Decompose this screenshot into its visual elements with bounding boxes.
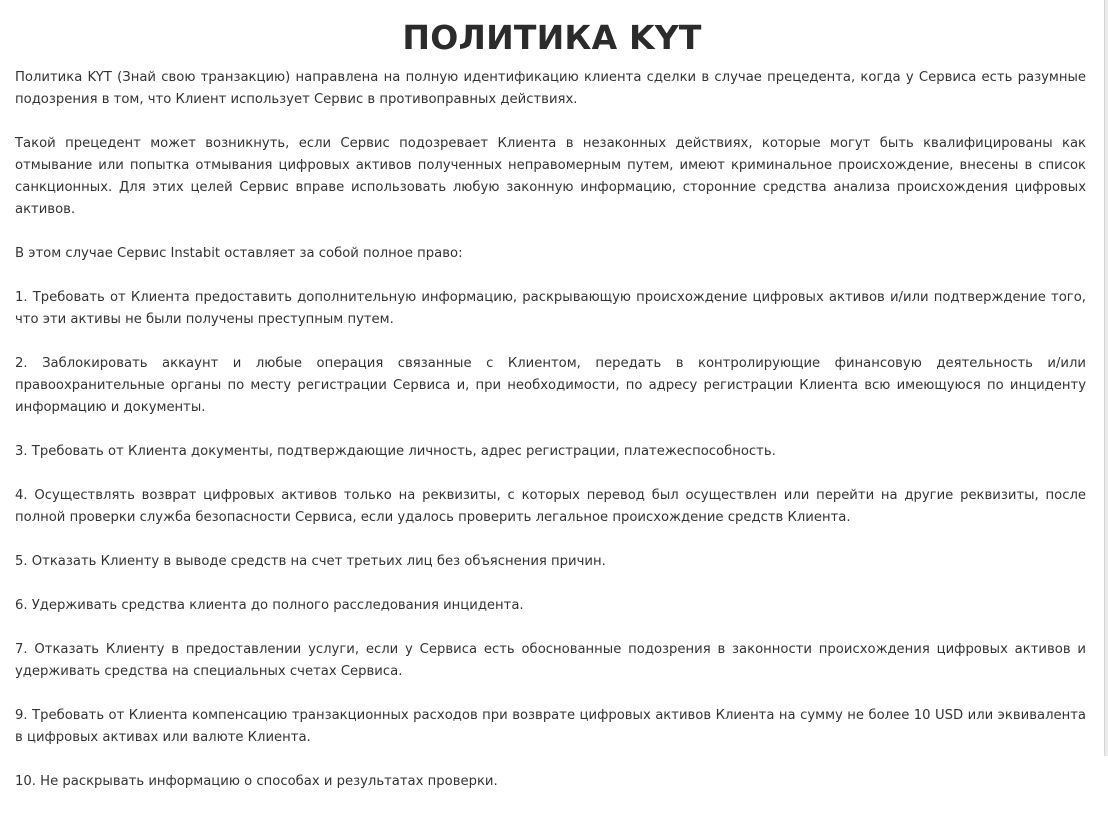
- precedent-paragraph: Такой прецедент может возникнуть, если Сервис подозревает Клиента в незаконных действиях, которые могут быть квалифицированы как отмывание или попытка отмывания цифровых активов полученных неправомерным путем, имеют криминальное происхождение, внесены в список санкционных. Для этих целей Сервис вправе использовать любую законную информацию, сторонние средства анализа происхождения цифровых активов.: [15, 136, 1086, 217]
- policy-content: [15, 67, 1086, 815]
- policy-item-6: 6. Удерживать средства клиента до полного расследования инцидента.: [15, 598, 524, 613]
- policy-item-4: 4. Осуществлять возврат цифровых активов только на реквизиты, с которых перевод был осуществлен или перейти на другие реквизиты, после полной проверки служба безопасности Сервиса, если удалось проверить легальное происхождение средств Клиента.: [15, 488, 1086, 525]
- policy-item-3: 3. Требовать от Клиента документы, подтверждающие личность, адрес регистрации, платежеспособность.: [15, 444, 776, 459]
- intro-paragraph: Политика KYT (Знай свою транзакцию) направлена на полную идентификацию клиента сделки в случае прецедента, когда у Сервиса есть разумные подозрения в том, что Клиент использует Сервис в противоправных действиях.: [15, 70, 1086, 107]
- policy-item-5: 5. Отказать Клиенту в выводе средств на счет третьих лиц без объяснения причин.: [15, 554, 606, 569]
- policy-item-10: 10. Не раскрывать информацию о способах и результатах проверки.: [15, 774, 498, 789]
- scrollbar-track[interactable]: [1104, 0, 1108, 756]
- policy-item-2: 2. Заблокировать аккаунт и любые операция связанные с Клиентом, передать в контролирующие финансовую деятельность и/или правоохранительные органы по месту регистрации Сервиса и, при необходимости, по адресу регистрации Клиента всю имеющуюся по инциденту информацию и документы.: [15, 356, 1086, 415]
- policy-item-7: 7. Отказать Клиенту в предоставлении услуги, если у Сервиса есть обоснованные подозрения в законности происхождения цифровых активов и удерживать средства на специальных счетах Сервиса.: [15, 642, 1086, 679]
- page-title: ПОЛИТИКА KYT: [402, 18, 702, 57]
- policy-item-1: 1. Требовать от Клиента предоставить дополнительную информацию, раскрывающую происхождение цифровых активов и/или подтверждение того, что эти активы не были получены преступным путем.: [15, 290, 1086, 327]
- rights-intro-paragraph: В этом случае Сервис Instabit оставляет за собой полное право:: [15, 246, 463, 261]
- policy-item-9: 9. Требовать от Клиента компенсацию транзакционных расходов при возврате цифровых активов Клиента на сумму не более 10 USD или эквивалента в цифровых активах или валюте Клиента.: [15, 708, 1086, 745]
